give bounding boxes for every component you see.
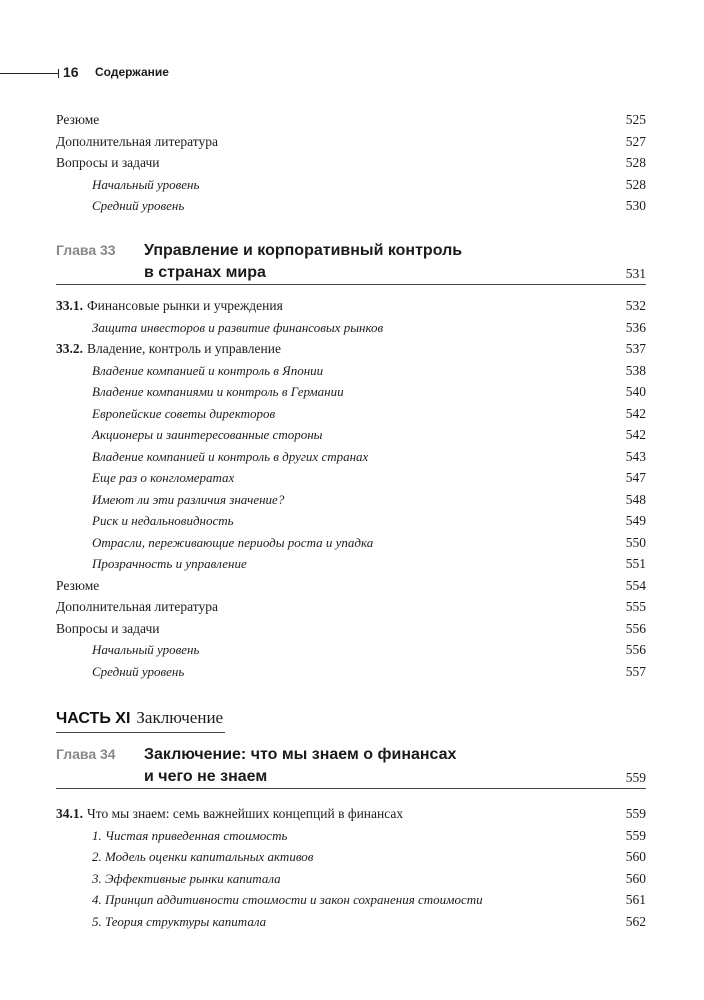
toc-entry-page: 550	[625, 534, 646, 550]
toc-entry-text: Резюме	[56, 112, 100, 127]
toc-subentry	[56, 828, 646, 850]
chapter-title-line-2: в странах мира	[144, 264, 266, 281]
toc-entry-text: Резюме	[56, 577, 100, 593]
toc-entry-page: 538	[625, 362, 646, 378]
toc-entry-page: 543	[625, 448, 646, 464]
toc-subentry	[56, 470, 646, 492]
chapter-title-line-1: Управление и корпоративный контроль	[144, 242, 463, 259]
toc-entry-text: Владение компаниями и контроль в Германии	[92, 384, 344, 399]
toc-subentry	[56, 363, 646, 385]
toc-entry-text: 1. Чистая приведенная стоимость	[92, 827, 288, 843]
toc-block-1	[56, 112, 646, 220]
toc-subentry	[56, 427, 646, 449]
toc-entry-page: 554	[625, 577, 646, 593]
toc-entry-text: Что мы знаем: семь важнейших концепций в финансах	[87, 806, 404, 821]
toc-subentry	[56, 642, 646, 664]
toc-entry-text: Защита инвесторов и развитие финансовых рынков	[92, 319, 384, 335]
running-header	[0, 64, 320, 86]
toc-entry-text: 2. Модель оценки капитальных активов	[92, 849, 314, 864]
toc-entry-text: Дополнительная литература	[56, 599, 218, 614]
toc-entry-page: 559	[625, 806, 646, 821]
toc-entry	[56, 578, 646, 600]
toc-subentry	[56, 177, 646, 199]
chapter-page: 531	[625, 266, 646, 281]
toc-entry	[56, 134, 646, 156]
toc-entry-text: Средний уровень	[92, 663, 185, 679]
toc-entry-page: 540	[625, 384, 646, 399]
chapter-label: Глава 34	[56, 746, 116, 762]
toc-entry-page: 561	[625, 892, 646, 907]
toc-entry	[56, 112, 646, 134]
toc-entry-page: 528	[625, 176, 646, 192]
toc-entry-text: Отрасли, переживающие периоды роста и упадка	[92, 534, 374, 550]
toc-subentry	[56, 406, 646, 428]
toc-entry-page: 537	[625, 341, 646, 356]
toc-entry-text: Владение компанией и контроль в Японии	[92, 362, 324, 378]
toc-entry-page: 548	[625, 491, 646, 507]
toc-entry-page: 542	[625, 405, 646, 421]
toc-subentry	[56, 849, 646, 871]
toc-entry-text: 3. Эффективные рынки капитала	[92, 870, 281, 886]
toc-section	[56, 298, 646, 320]
toc-subentry	[56, 198, 646, 220]
toc-section	[56, 806, 646, 828]
toc-subentry	[56, 384, 646, 406]
toc-entry-page: 532	[625, 298, 646, 313]
chapter-33-heading	[56, 242, 646, 285]
chapter-title-line-1: Заключение: что мы знаем о финансах	[144, 746, 457, 763]
toc-subentry	[56, 914, 646, 936]
part-label: ЧАСТЬ XI	[56, 710, 131, 727]
running-title: Содержание	[95, 65, 169, 79]
toc-entry-page: 527	[625, 133, 646, 149]
toc-entry-text: Начальный уровень	[92, 176, 200, 192]
toc-entry-text: Акционеры и заинтересованные стороны	[92, 427, 323, 442]
toc-subentry	[56, 320, 646, 342]
section-number: 33.2.	[56, 341, 83, 356]
toc-entry-text: Владение компанией и контроль в других странах	[92, 448, 369, 464]
toc-entry-text: Средний уровень	[92, 198, 185, 213]
toc-entry-text: Прозрачность и управление	[92, 556, 247, 571]
toc-entry-text: 5. Теория структуры капитала	[92, 913, 267, 929]
toc-entry-page: 547	[625, 470, 646, 485]
toc-entry-text: Вопросы и задачи	[56, 155, 160, 170]
toc-entry-page: 528	[625, 155, 646, 170]
toc-entry-text: Еще раз о конгломератах	[92, 470, 235, 485]
toc-subentry	[56, 492, 646, 514]
toc-entry-page: 562	[625, 913, 646, 929]
toc-entry	[56, 621, 646, 643]
toc-entry-page: 560	[625, 870, 646, 886]
toc-entry-page: 556	[625, 620, 646, 636]
toc-entry-text: Дополнительная литература	[56, 133, 218, 149]
toc-entry-page: 542	[625, 427, 646, 442]
chapter-34-heading	[56, 746, 646, 789]
toc-block-2	[56, 298, 646, 685]
header-rule	[0, 73, 58, 74]
toc-entry-page: 536	[625, 319, 646, 335]
chapter-title-line-2: и чего не знаем	[144, 768, 268, 785]
toc-entry-text: Европейские советы директоров	[92, 405, 276, 421]
toc-entry-page: 555	[625, 599, 646, 614]
toc-entry	[56, 599, 646, 621]
toc-section	[56, 341, 646, 363]
toc-subentry	[56, 892, 646, 914]
toc-subentry	[56, 449, 646, 471]
toc-entry-text: Финансовые рынки и учреждения	[87, 298, 283, 313]
toc-subentry	[56, 535, 646, 557]
part-title: Заключение	[136, 708, 224, 727]
toc-entry-page: 549	[625, 513, 646, 528]
toc-entry-page: 560	[625, 849, 646, 864]
toc-entry-text: Имеют ли эти различия значение?	[92, 491, 285, 507]
toc-subentry	[56, 556, 646, 578]
toc-entry-text: Риск и недальновидность	[92, 513, 234, 528]
chapter-label: Глава 33	[56, 242, 116, 258]
part-11-heading	[56, 708, 225, 733]
page-number: 16	[63, 64, 79, 80]
toc-entry-text: 4. Принцип аддитивности стоимости и закон сохранения стоимости	[92, 892, 483, 907]
toc-entry-page: 557	[625, 663, 646, 679]
toc-entry-page: 559	[625, 827, 646, 843]
toc-entry-page: 525	[625, 112, 646, 127]
toc-subentry	[56, 871, 646, 893]
section-number: 33.1.	[56, 298, 83, 313]
toc-entry-text: Владение, контроль и управление	[87, 341, 281, 356]
section-number: 34.1.	[56, 806, 83, 821]
chapter-page: 559	[625, 770, 646, 785]
toc-subentry	[56, 513, 646, 535]
toc-block-3	[56, 806, 646, 935]
toc-entry-page: 530	[625, 198, 646, 213]
header-rule-tick	[58, 69, 59, 78]
toc-entry-page: 551	[625, 556, 646, 571]
toc-entry-page: 556	[625, 642, 646, 657]
toc-entry	[56, 155, 646, 177]
toc-entry-text: Начальный уровень	[92, 642, 200, 657]
toc-entry-text: Вопросы и задачи	[56, 620, 160, 636]
toc-subentry	[56, 664, 646, 686]
